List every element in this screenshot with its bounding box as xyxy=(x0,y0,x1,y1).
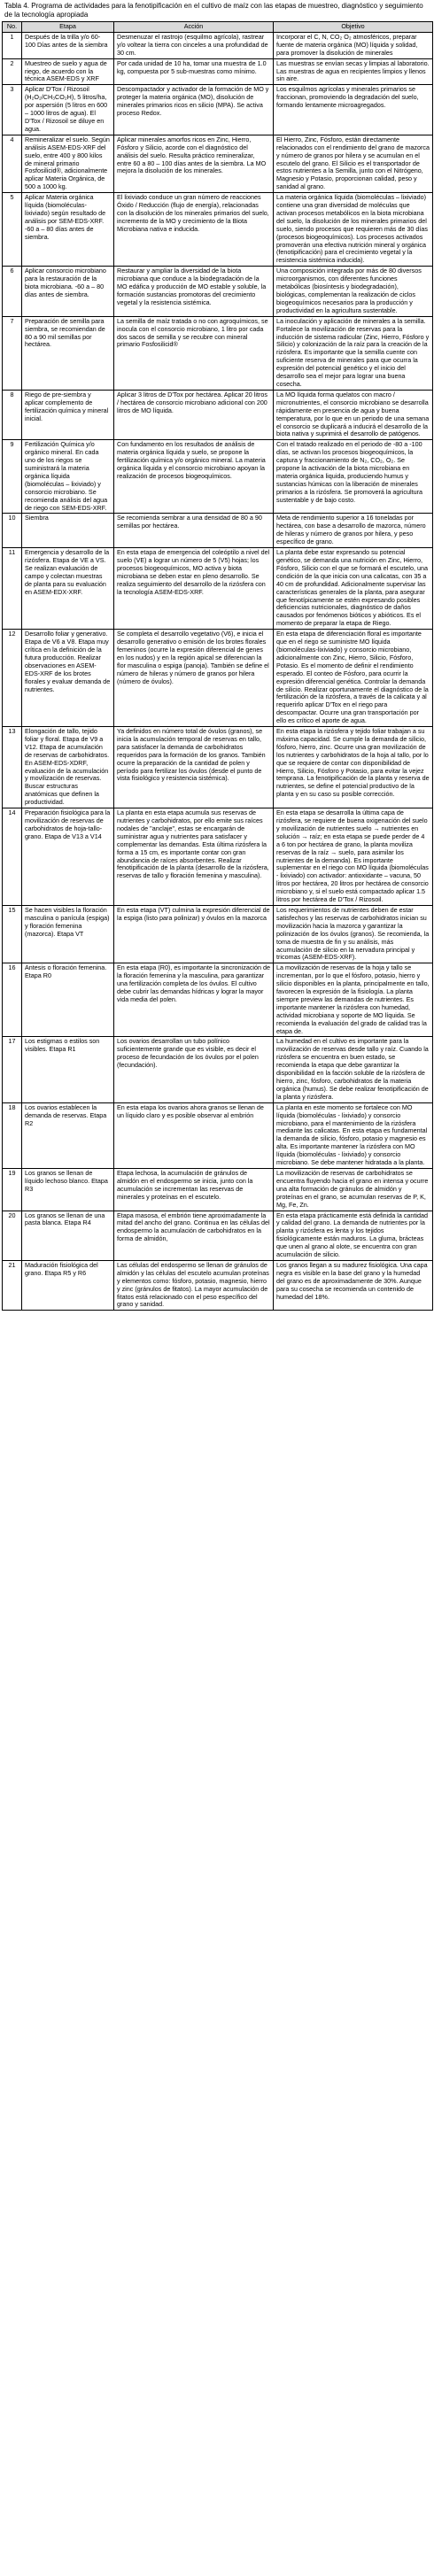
table-row xyxy=(3,1102,433,1168)
cell-stage: Aplicar Materia orgánica líquida (biomoléculas-lixiviado) según resultado de análisis por SEM-EDS-XRF. -60 a – 80 días antes de siembra. xyxy=(22,193,114,267)
cell-stage: Los granos se llenan de una pasta blanca. Etapa R4 xyxy=(22,1211,114,1260)
cell-objective: Meta de rendimiento superior a 16 toneladas por hectárea, con base a desarrollo de mazorca, número de hileras y número de granos por hilera, y peso específico de grano. xyxy=(274,514,433,548)
table-row xyxy=(3,267,433,316)
cell-objective: Los granos llegan a su madurez fisiológica. Una capa negra es visible en la base del grano y la humedad del grano es de aproximadamente de 30%. Aunque para su cosecha se recomienda un contenido de humedad del 18%. xyxy=(274,1260,433,1310)
cell-stage: Antesis o floración femenina. Etapa R0 xyxy=(22,963,114,1037)
cell-number: 1 xyxy=(3,32,22,58)
table-row xyxy=(3,440,433,514)
cell-number: 5 xyxy=(3,193,22,267)
table-row xyxy=(3,727,433,808)
cell-stage: Desarrollo foliar y generativo. Etapa de V6 a V8. Etapa muy crítica en la definición de la futura producción. Realizar observaciones en ASEM-EDS-XRF de los brotes florales y evaluar demanda de nutrientes. xyxy=(22,630,114,727)
cell-objective: El Hierro, Zinc, Fósforo, están directamente relacionados con el rendimiento del grano de mazorca y número de granos por hilera y se acumulan en el escutelo del grano. El Silicio es el transportador de estos nutrientes a la Semilla, junto con el Nitrógeno, Magnesio y Potasio, proporcionan calidad, peso y sanidad al grano. xyxy=(274,135,433,192)
cell-stage: Aplicar D'Tox / Rizosoil (H₂O₂/CH₃CO₂H), 5 litros/ha, por aspersión (5 litros en 600 – 1000 litros de agua). El D'Tox / Rizosoil se diluye en agua. xyxy=(22,85,114,135)
cell-number: 15 xyxy=(3,905,22,963)
table-row xyxy=(3,630,433,727)
cell-stage: Los estigmas o estilos son visibles. Etapa R1 xyxy=(22,1037,114,1102)
cell-action: Descompactador y activador de la formación de MO y proteger la materia orgánica (MO), disolución de minerales primarios ricos en silicio (MPA). Se activa proceso Redox. xyxy=(114,85,274,135)
cell-action: Se recomienda sembrar a una densidad de 80 a 90 semillas por hectárea. xyxy=(114,514,274,548)
cell-action: El lixiviado conduce un gran número de reacciones Óxido / Reducción (flujo de energía), relacionadas con la disolución de los minerales primarios del suelo, incremento de la MO y crecimiento de la Biota Microbiana nativa e inducida. xyxy=(114,193,274,267)
table-caption: Tabla 4. Programa de actividades para la fenotipificación en el cultivo de maíz con las etapas de muestreo, diagnóstico y seguimiento de la tecnología apropiada xyxy=(4,2,423,19)
cell-action: Se completa el desarrollo vegetativo (V6), e inicia el desarrollo generativo o emisión de los brotes florales femeninos (ocurre la expresión diferencial de genes en los nudos) y en la región apical se diferencian la flor masculina o espiga (panoja). También se define el número de hileras y número de granos por hilera (número de óvulos). xyxy=(114,630,274,727)
cell-objective: La inoculación y aplicación de minerales a la semilla. Fortalece la movilización de reservas para la inducción de sistema radicular (Zinc, Hierro, Fósforo y Silicio) y colonización de la raíz para la creación de la rizósfera. Es importante que la semilla cuente con suficiente reserva de minerales para que ocurra la expresión del potencial genético y el inicio del desarrollo sea el mejor para lograr una buena cosecha. xyxy=(274,316,433,390)
table-row xyxy=(3,514,433,548)
cell-action: Etapa masosa, el embrión tiene aproximadamente la mitad del ancho del grano. Continua en las células del endospermo la acumulación de carbohidratos en la forma de almidón, xyxy=(114,1211,274,1260)
cell-stage: Preparación fisiológica para la movilización de reservas de carbohidratos de hoja-tallo-grano. Etapa de V13 a V14 xyxy=(22,808,114,906)
table-row xyxy=(3,905,433,963)
header-stage: Etapa xyxy=(22,22,114,33)
cell-stage: Siembra xyxy=(22,514,114,548)
cell-action: Aplicar 3 litros de D'Tox por hectárea. Aplicar 20 litros / hectárea de consorcio microbiano adicional con 200 litros de MO líquida. xyxy=(114,390,274,439)
cell-stage: Los ovarios establecen la demanda de reservas. Etapa R2 xyxy=(22,1102,114,1168)
cell-objective: Una composición integrada por más de 80 diversos microorganismos, con diferentes funciones metabólicas (biosíntesis y biodegradación), biológicas, complementan la realización de ciclos biogeoquímicos necesarios para la producción y productividad en la agricultura sustentable. xyxy=(274,267,433,316)
cell-objective: En esta etapa prácticamente está definida la cantidad y calidad del grano. La demanda de nutrientes por la planta y rizósfera es lenta y los tejidos fisiológicamente están maduros. La gluma, brácteas que unen al grano al olote, se encuentra con gran acumulación de silicio. xyxy=(274,1211,433,1260)
cell-stage: Los granos se llenan de líquido lechoso blanco. Etapa R3 xyxy=(22,1168,114,1211)
cell-action: Las células del endospermo se llenan de gránulos de almidón y las células del escutelo acumulan proteínas y elementos como: fósforo, potasio, magnesio, hierro y zinc (gránulos de fitatos). La mayor acumulación de fitatos está relacionado con el peso específico del grano y sanidad. xyxy=(114,1260,274,1310)
table-row xyxy=(3,32,433,58)
cell-action: En esta etapa (VT) culmina la expresión diferencial de la espiga (listo para polinizar) y óvulos en la mazorca xyxy=(114,905,274,963)
cell-action: Desmenuzar el rastrojo (esquilmo agrícola), rastrear y/o voltear la tierra con cinceles a una profundidad de 30 cm. xyxy=(114,32,274,58)
cell-action: Con fundamento en los resultados de análisis de materia orgánica líquida y suelo, se propone la fertilización química y/o orgánico mineral. La materia orgánica líquida y el consorcio microbiano apoyan la realización de procesos biogeoquímicos. xyxy=(114,440,274,514)
table-row xyxy=(3,390,433,439)
cell-stage: Remineralizar el suelo. Según análisis ASEM-EDS-XRF del suelo, entre 400 y 800 kilos de mineral primario Fosfosilicid®, adicionalmente aplicar Materia Orgánica, de 500 a 1000 kg. xyxy=(22,135,114,192)
cell-objective: Incorporar el C, N, CO₂ O₂ atmosféricos, preparar fuente de materia orgánica (MO) líquida y solidad, para promover la disolución de minerales xyxy=(274,32,433,58)
cell-number: 8 xyxy=(3,390,22,439)
cell-stage: Muestreo de suelo y agua de riego, de acuerdo con la técnica ASEM-EDS y XRF xyxy=(22,58,114,85)
table-row xyxy=(3,135,433,192)
cell-objective: En esta etapa de diferenciación floral es importante que en el riego se suministre MO líquida (biomoléculas-lixiviado) y consorcio microbiano, adicionalmente con Zinc, Hierro, Silicio, Fósforo, Potasio. Es el momento de definir el rendimiento esperado. El conteo de Fósforo, para ocurrir la expresión diferencial genética. Controlar la demanda de silicio. Realizar oportunamente el diagnóstico de la fertilización de la rizósfera, a través de la calicata y al requerirlo aplicar D'Tox en el riego para descompactar. Ocurre una gran transportación por ello es crítico el aporte de agua. xyxy=(274,630,433,727)
cell-action: Ya definidos en número total de óvulos (granos), se inicia la acumulación temporal de reservas en tallo, para satisfacer la demanda de carbohidratos requeridos para la formación de los granos. También ocurre la preparación de la cantidad de polen y período para fertilizar los óvulos (desde el punto de vista fisiológico y resistencia sistémica). xyxy=(114,727,274,808)
cell-stage: Preparación de semilla para siembra, se recomiendan de 80 a 90 mil semillas por hectárea. xyxy=(22,316,114,390)
cell-stage: Maduración fisiológica del grano. Etapa R5 y R6 xyxy=(22,1260,114,1310)
table-body xyxy=(3,32,433,1310)
table-header-row xyxy=(3,22,433,33)
cell-objective: La materia orgánica líquida (biomoléculas – lixiviado) contiene una gran diversidad de moléculas que activan procesos metabólicos en la biota microbiana del suelo, la disolución de los minerales primarios del suelo, siendo procesos que requieren más de 30 días (procesos biogeoquímicos). Los procesos activados promoverán una efectiva nutrición mineral y orgánica (fenotipificación) para el crecimiento vegetal y la resistencia sistémica inducida). xyxy=(274,193,433,267)
table-row xyxy=(3,1211,433,1260)
cell-stage: Elongación de tallo, tejido foliar y floral. Etapa de V9 a V12. Etapa de acumulación de reservas de carbohidratos. En ASEM-EDS-XDRF, evaluación de la acumulación y movilización de reservas. Buscar estructuras anatómicas que definen la productividad. xyxy=(22,727,114,808)
cell-number: 4 xyxy=(3,135,22,192)
cell-number: 20 xyxy=(3,1211,22,1260)
table-row xyxy=(3,548,433,630)
cell-action: En esta etapa los ovarios ahora granos se llenan de un líquido claro y es posible observar al embrión xyxy=(114,1102,274,1168)
cell-action: La semilla de maíz tratada o no con agroquímicos, se inocula con el consorcio microbiano, 1 litro por cada dos sacos de semilla y se recubre con mineral primario Fosfosilicid® xyxy=(114,316,274,390)
cell-objective: La planta en este momento se fortalece con MO líquida (biomoléculas - lixiviado) y consorcio microbiano, para el mantenimiento de la rizósfera mediante las calicatas. En esta etapa es fundamental la demanda de silicio, fósforo, potasio y magnesio es alta. Es importante mantener la rizósfera con MO líquida (biomoléculas - lixiviado) y consorcio microbiano. Se debe mantener hidratada a la planta. xyxy=(274,1102,433,1168)
cell-action: Los ovarios desarrollan un tubo polínico suficientemente grande que es visible, es decir el proceso de fecundación de los óvulos por el polen (fecundación). xyxy=(114,1037,274,1102)
cell-number: 19 xyxy=(3,1168,22,1211)
cell-action: Restaurar y ampliar la diversidad de la biota microbiana que conduce a la biodegradación de la MO edáfica y producción de MO estable y soluble, la formación sustancias promotoras del crecimiento vegetal y la resistencia sistémica. xyxy=(114,267,274,316)
cell-objective: La MO líquida forma quelatos con macro / micronutrientes, el consorcio microbiano se desarrolla rápidamente en presencia de agua y buena temperatura, por lo que en un periodo de una semana el consorcio se duplicará a inducirá el desarrollo de la biota nativa y suprimirá el desarrollo de patógenos. xyxy=(274,390,433,439)
cell-action: En esta etapa (R0), es importante la sincronización de la floración femenina y la masculina, para garantizar una fertilización completa de los óvulos. El cultivo debe cubrir las demandas hídricas y lograr la mayor vida media del polen. xyxy=(114,963,274,1037)
cell-number: 14 xyxy=(3,808,22,906)
cell-objective: Con el tratado realizado en el periodo de -80 a -100 días, se activan los procesos biogeoquímicos, la captura y fraccionamiento de N₂, CO₂, O₂. Se propone la activación de la biota microbiana en materia orgánica liquida, produciendo humus y sustancias húmicas con la liberación de minerales primarios a la rizósfera. Se promoverá la agricultura sustentable y de bajo costo. xyxy=(274,440,433,514)
cell-objective: La movilización de reservas de la hoja y tallo se incrementan, por lo que el fósforo, potasio, hierro y silicio disponibles en la planta, principalmente en tallo, favorecen la expresión de la fisiología. La planta siempre preview las demandas de nutrientes. Es importante mantener la rizósfera con humedad, actividad microbiana y soporte de MO líquida. Se recomienda la evaluación del grado de calidad tras la etapa de. xyxy=(274,963,433,1037)
table-row xyxy=(3,193,433,267)
table-row xyxy=(3,85,433,135)
cell-objective: En esta etapa la rizósfera y tejido foliar trabajan a su máxima capacidad. Se cumple la demanda de silicio, fósforo, hierro, zinc. Ocurre una gran movilización de los nutrientes y carbohidratos de la hoja al tallo, por lo que se requiere de contar con disponibilidad de Hierro, Silicio, Fósforo y Potasio, para evitar la vejez temprana. La fenotipificación de la planta y reserva de nutrientes, se define el potencial productivo de la planta y en su caso su posible corrección. xyxy=(274,727,433,808)
table-row xyxy=(3,808,433,906)
cell-number: 13 xyxy=(3,727,22,808)
cell-action: En esta etapa de emergencia del coleóptilo a nivel del suelo (VE) a lograr un número de 5 (V5) hojas; los procesos biogeoquímicos, MO activa y biota microbiana se deben estar en pleno desarrollo. Se realiza seguimiento del desarrollo de la rizósfera con la tecnología ASEM-EDS-XRF. xyxy=(114,548,274,630)
table-row xyxy=(3,58,433,85)
activities-table xyxy=(2,21,433,1311)
cell-number: 18 xyxy=(3,1102,22,1168)
cell-action: Por cada unidad de 10 ha, tomar una muestra de 1.0 kg, compuesta por 5 sub-muestras como mínimo. xyxy=(114,58,274,85)
cell-number: 7 xyxy=(3,316,22,390)
document xyxy=(2,0,432,1311)
table-row xyxy=(3,1168,433,1211)
cell-objective: Los esquilmos agrícolas y minerales primarios se fraccionan, promoviendo la degradación del suelo, formando lentamente microagregados. xyxy=(274,85,433,135)
cell-stage: Se hacen visibles la floración masculina o panícula (espiga) y floración femenina (mazorca). Etapa VT xyxy=(22,905,114,963)
cell-number: 2 xyxy=(3,58,22,85)
cell-stage: Aplicar consorcio microbiano para la restauración de la biota microbiana. -60 a – 80 días antes de siembra. xyxy=(22,267,114,316)
cell-objective: La movilización de reservas de carbohidratos se encuentra fluyendo hacia el grano en intensa y ocurre una alta formación de gránulos de almidón y proteínas en el grano, se acumulan reservas de P, K, Mg, Fe, Zn. xyxy=(274,1168,433,1211)
cell-number: 11 xyxy=(3,548,22,630)
cell-objective: La humedad en el cultivo es importante para la movilización de reservas desde tallo y raíz. Cuando la rizósfera se encuentra en buen estado, se recomienda la etapa que debe garantizar la disponibilidad en la facción soluble de la rizósfera de hierro, zinc, fósforo, carbohidratos de la materia orgánica (humus). Se debe realizar fenotipificación de la planta y rizósfera. xyxy=(274,1037,433,1102)
cell-action: Aplicar minerales amorfos ricos en Zinc, Hierro, Fósforo y Silicio, acorde con el diagnóstico del análisis del suelo. Resulta práctico remineralizar, entre 60 a 80 – 100 días antes de la siembra. La MO mejora la disolución de los minerales. xyxy=(114,135,274,192)
cell-number: 3 xyxy=(3,85,22,135)
cell-action: La planta en esta etapa acumula sus reservas de nutrientes y carbohidratos, por ello emite sus raíces nodales de "anclaje", estas se encargarán de suministrar agua y nutrientes para satisfacer y complementar las demandas. Esta última rizósfera la forma a 15 cm, es importante contar con gran abundancia de raíces absorbentes. Realizar fenotipificación de la planta (desarrollo de la rizósfera, reservas de tallo y floración femenina y masculina). xyxy=(114,808,274,906)
cell-objective: En esta etapa se desarrolla la última capa de rizósfera, se requiere de buena oxigenación del suelo y movilización de nutrientes suelo → nutrientes en solución → raíz; en esta etapa se puede perder de 4 a 6 ton por hectárea de grano, la planta moviliza reservas de la raíz → suelo, para asimilar los nutrientes de la demanda). Es importante suplementar en el riego con MO líquida (biomoléculas - lixiviado) con activador: antioxidante – vacuna, 50 litros por hectárea, 20 litros por hectárea de consorcio microbiano y, si el suelo está compactado aplicar 1.5 litros por hectárea de D'Tox / Rizosoil. xyxy=(274,808,433,906)
header-number: No. xyxy=(3,22,22,33)
cell-objective: La planta debe estar expresando su potencial genético, se demanda una nutrición en Zinc, Hierro, Fósforo, Silicio con el que se formará el escutelo, una condición de la que inicia con una calicatas, con 35 a 40 cm de profundidad. Adicionalmente supervisar las características generales de la planta, para asegurar que fenotípicamente se estén expresando posibles deficiencias nutricionales, diagnóstico de daños causados por fenómenos bióticos y abióticos. Es el momento de preparar la etapa de Riego. xyxy=(274,548,433,630)
cell-action: Etapa lechosa, la acumulación de gránulos de almidón en el endospermo se inicia, junto con la acumulación se incrementan las reservas de minerales y proteínas en el escutelo. xyxy=(114,1168,274,1211)
cell-stage: Emergencia y desarrollo de la rizósfera. Etapa de VE a VS. Se realizan evaluación de campo y colectan muestras de planta para su evaluación en ASEM-EDX-XRF. xyxy=(22,548,114,630)
cell-number: 16 xyxy=(3,963,22,1037)
table-row xyxy=(3,963,433,1037)
cell-stage: Fertilización Química y/o orgánico mineral. En cada uno de los riegos se suministrará la materia orgánica líquida (biomoléculas – lixiviado) y consorcio microbiano. Se recomienda análisis del agua de riego con SEM-EDS-XRF. xyxy=(22,440,114,514)
cell-stage: Riego de pre-siembra y aplicar complemento de fertilización química y mineral inicial. xyxy=(22,390,114,439)
table-row xyxy=(3,1260,433,1310)
table-row xyxy=(3,316,433,390)
cell-objective: Los requerimientos de nutrientes deben de estar satisfechos y las reservas de carbohidratos inician su movilización hacia la mazorca y garantizar la polinización de los óvulos (granos). Se recomienda, la toma de muestra de fin y su análisis, más acumulación de silicio en la nervadura principal y tricomas (ASEM-EDS-XRF). xyxy=(274,905,433,963)
cell-number: 17 xyxy=(3,1037,22,1102)
header-objective: Objetivo xyxy=(274,22,433,33)
cell-stage: Después de la trilla y/o 60-100 Días antes de la siembra xyxy=(22,32,114,58)
cell-number: 12 xyxy=(3,630,22,727)
header-action: Acción xyxy=(114,22,274,33)
cell-number: 9 xyxy=(3,440,22,514)
cell-objective: Las muestras se envían secas y limpias al laboratorio. Las muestras de agua en recipientes limpios y llenos sin aire. xyxy=(274,58,433,85)
cell-number: 10 xyxy=(3,514,22,548)
cell-number: 6 xyxy=(3,267,22,316)
cell-number: 21 xyxy=(3,1260,22,1310)
table-row xyxy=(3,1037,433,1102)
